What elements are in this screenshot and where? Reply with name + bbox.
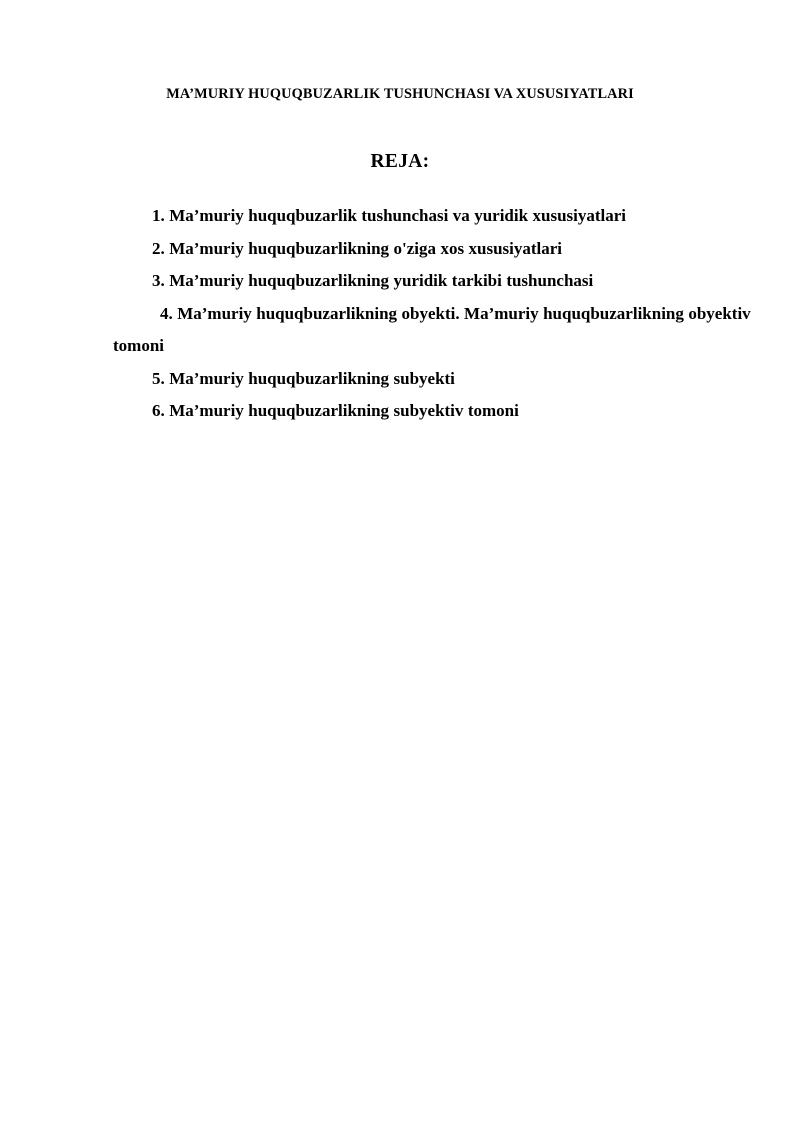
plan-item-3: 3. Ma’muriy huquqbuzarlikning yuridik tarkibi tushunchasi xyxy=(152,271,594,290)
plan-heading: REJA: xyxy=(370,151,430,173)
page-title: MA’MURIY HUQUQBUZARLIK TUSHUNCHASI VA XUSUSIYATLARI xyxy=(166,85,634,102)
plan-list xyxy=(113,200,753,428)
plan-item-4: 4. Ma’muriy huquqbuzarlikning obyekti. Ma’muriy huquqbuzarlikning obyektiv tomoni xyxy=(113,303,751,355)
plan-item-2: 2. Ma’muriy huquqbuzarlikning o'ziga xos xususiyatlari xyxy=(152,238,563,258)
plan-item-6: 6. Ma’muriy huquqbuzarlikning subyektiv tomoni xyxy=(152,401,519,420)
plan-item-1: 1. Ma’muriy huquqbuzarlik tushunchasi va yuridik xususiyatlari xyxy=(152,206,627,225)
plan-item-5: 5. Ma’muriy huquqbuzarlikning subyekti xyxy=(152,368,455,388)
